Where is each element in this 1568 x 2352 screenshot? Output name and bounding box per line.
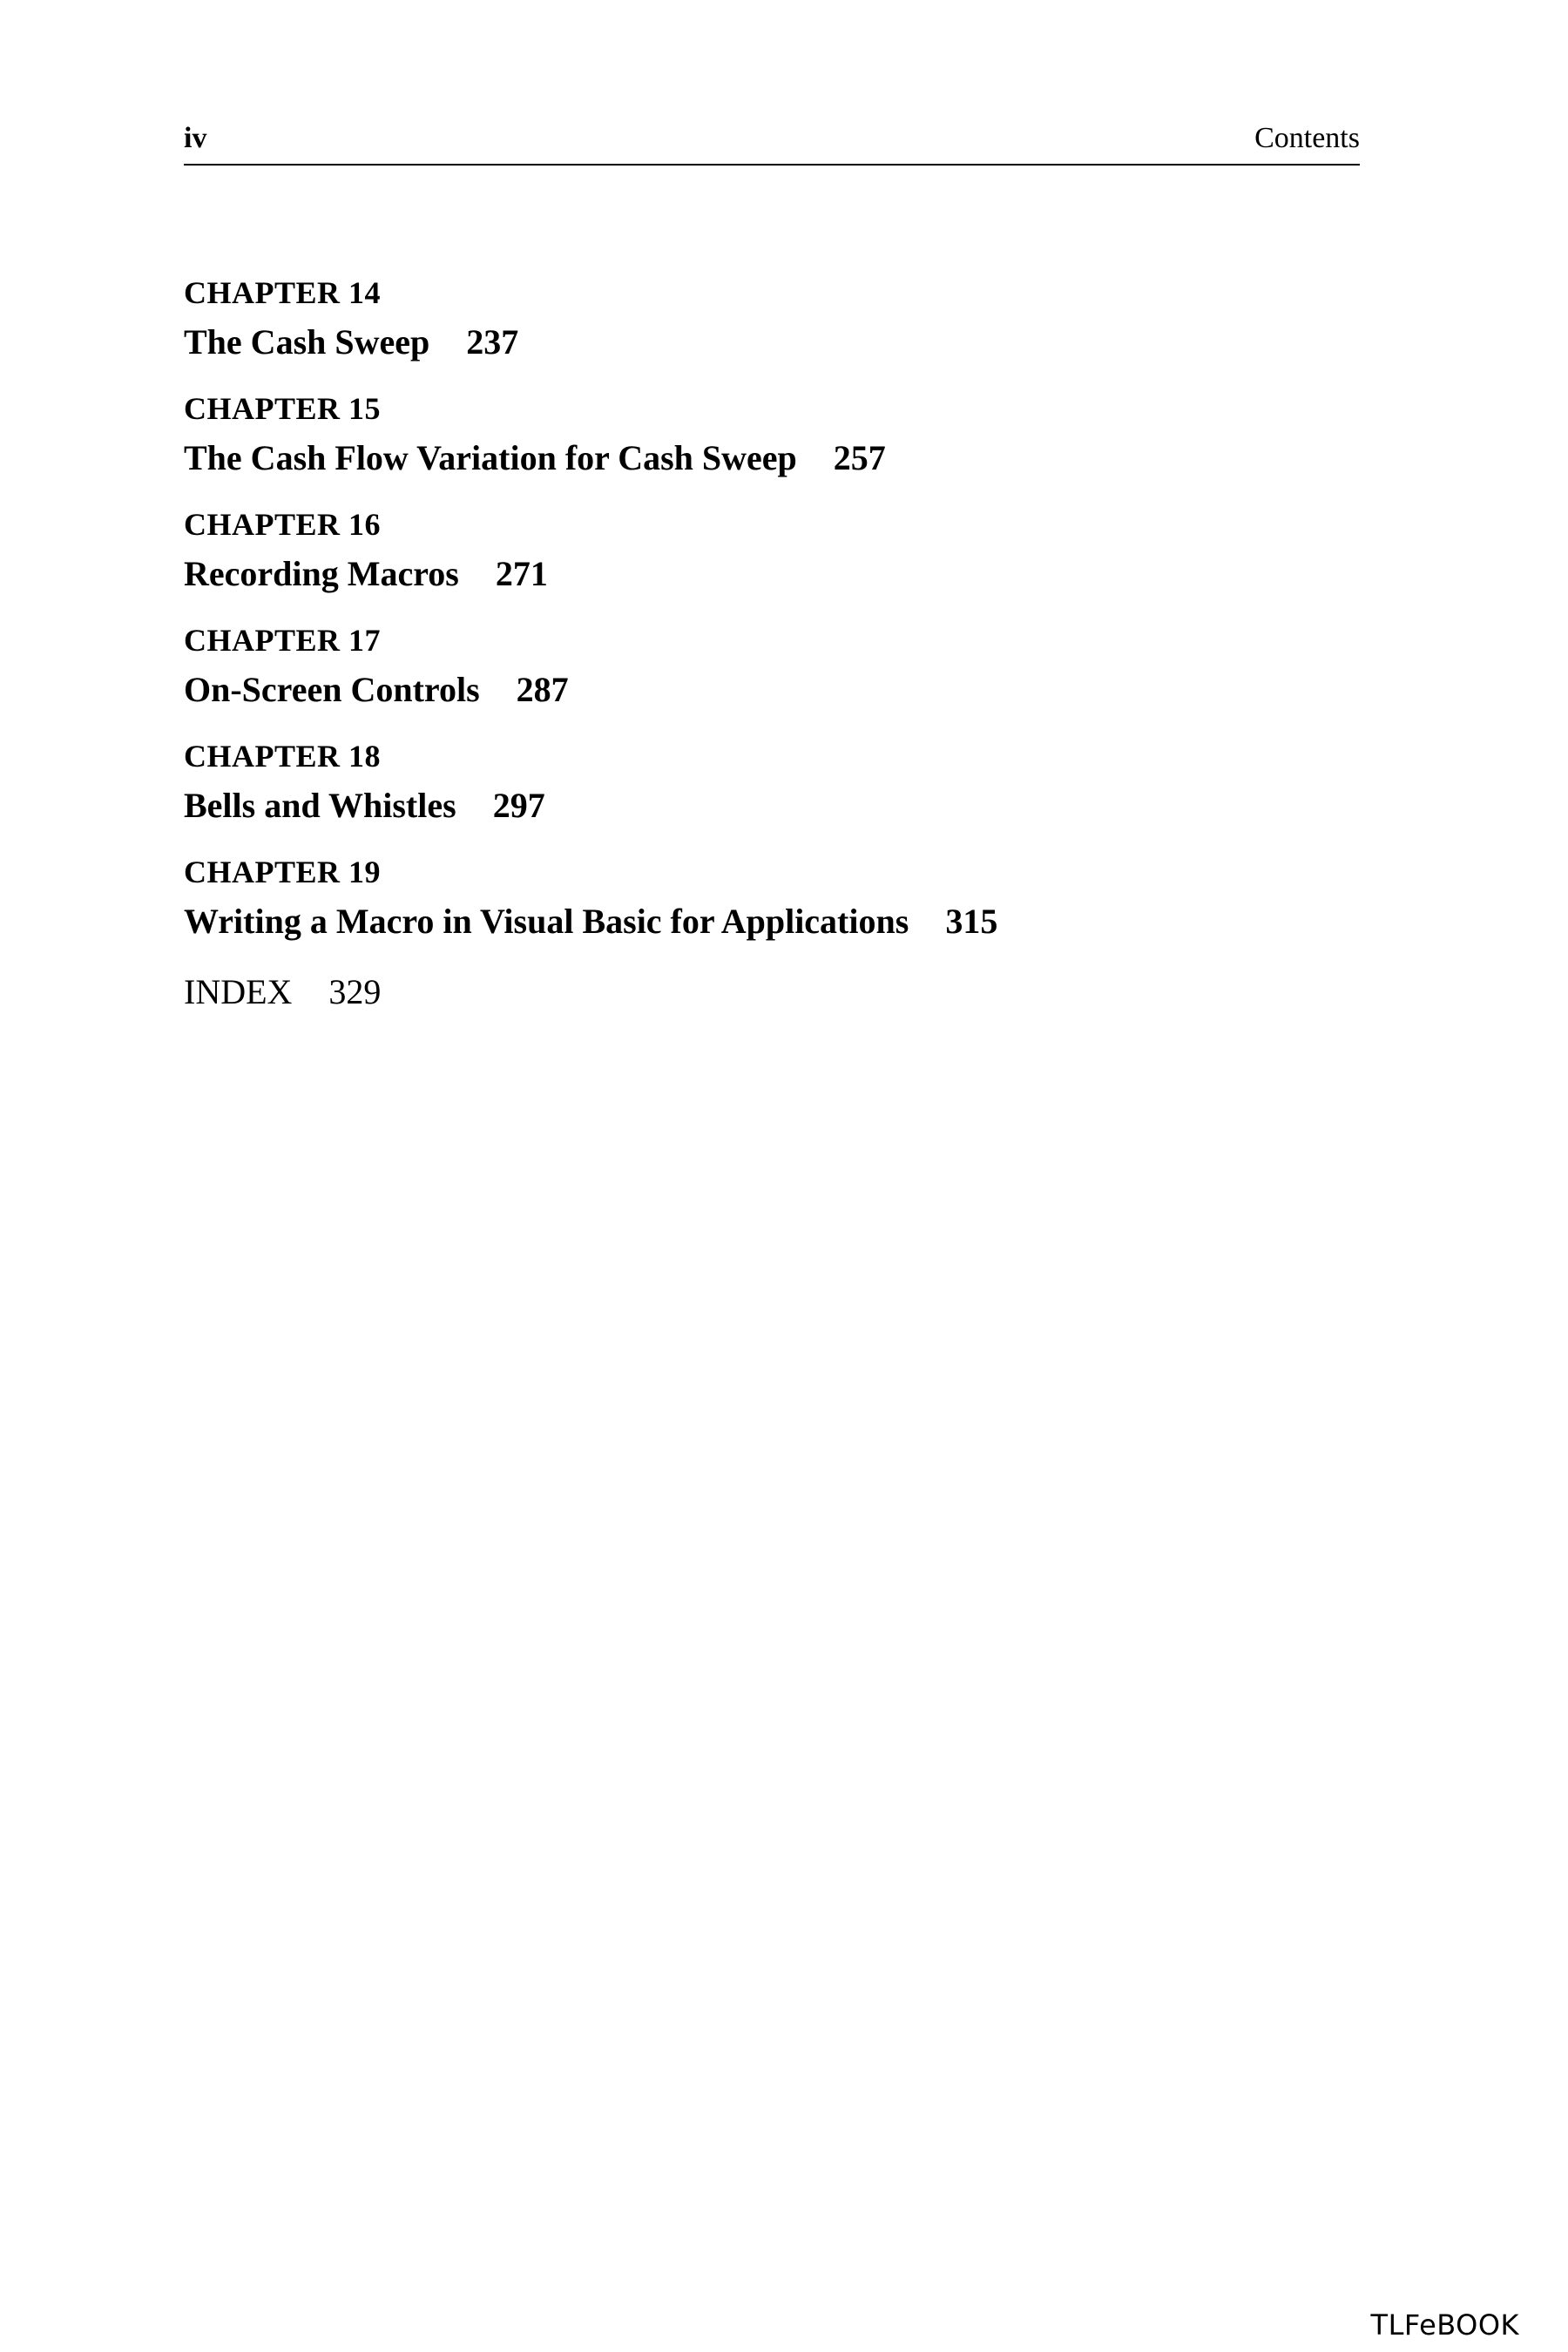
chapter-label: CHAPTER 17	[184, 623, 382, 658]
chapter-title-line	[184, 315, 1360, 369]
chapter-title-line	[184, 895, 1360, 949]
toc-entry-index	[184, 965, 1360, 1019]
toc-entry-chapter-14	[184, 270, 1360, 369]
table-of-contents	[184, 270, 1360, 1019]
index-label: INDEX	[184, 972, 293, 1011]
chapter-title-line	[184, 779, 1360, 833]
chapter-title: Recording Macros	[184, 554, 459, 593]
toc-entry-chapter-16	[184, 502, 1360, 601]
chapter-page-number: 257	[833, 438, 886, 477]
chapter-page-number: 237	[466, 322, 519, 362]
chapter-page-number: 271	[495, 554, 548, 593]
chapter-title: Bells and Whistles	[184, 786, 456, 825]
chapter-title: The Cash Sweep	[184, 322, 430, 362]
watermark: TLFeBOOK	[1370, 2308, 1519, 2342]
chapter-page-number: 297	[492, 786, 545, 825]
chapter-title-line	[184, 663, 1360, 717]
chapter-label: CHAPTER 15	[184, 391, 382, 426]
chapter-label: CHAPTER 14	[184, 275, 382, 310]
chapter-page-number: 287	[516, 670, 569, 709]
toc-entry-chapter-15	[184, 386, 1360, 485]
chapter-title: On-Screen Controls	[184, 670, 480, 709]
running-head: Contents	[1254, 122, 1360, 154]
toc-entry-chapter-19	[184, 849, 1360, 949]
chapter-label: CHAPTER 18	[184, 739, 382, 774]
page-number: iv	[184, 122, 207, 154]
toc-entry-chapter-17	[184, 618, 1360, 717]
index-page-number: 329	[328, 972, 382, 1011]
chapter-title: Writing a Macro in Visual Basic for Applications	[184, 902, 909, 941]
chapter-title-line	[184, 547, 1360, 601]
page-header	[184, 120, 1360, 166]
chapter-page-number: 315	[945, 902, 998, 941]
toc-entry-chapter-18	[184, 733, 1360, 833]
chapter-title: The Cash Flow Variation for Cash Sweep	[184, 438, 797, 477]
chapter-title-line	[184, 431, 1360, 485]
chapter-label: CHAPTER 16	[184, 507, 382, 542]
chapter-label: CHAPTER 19	[184, 855, 382, 889]
